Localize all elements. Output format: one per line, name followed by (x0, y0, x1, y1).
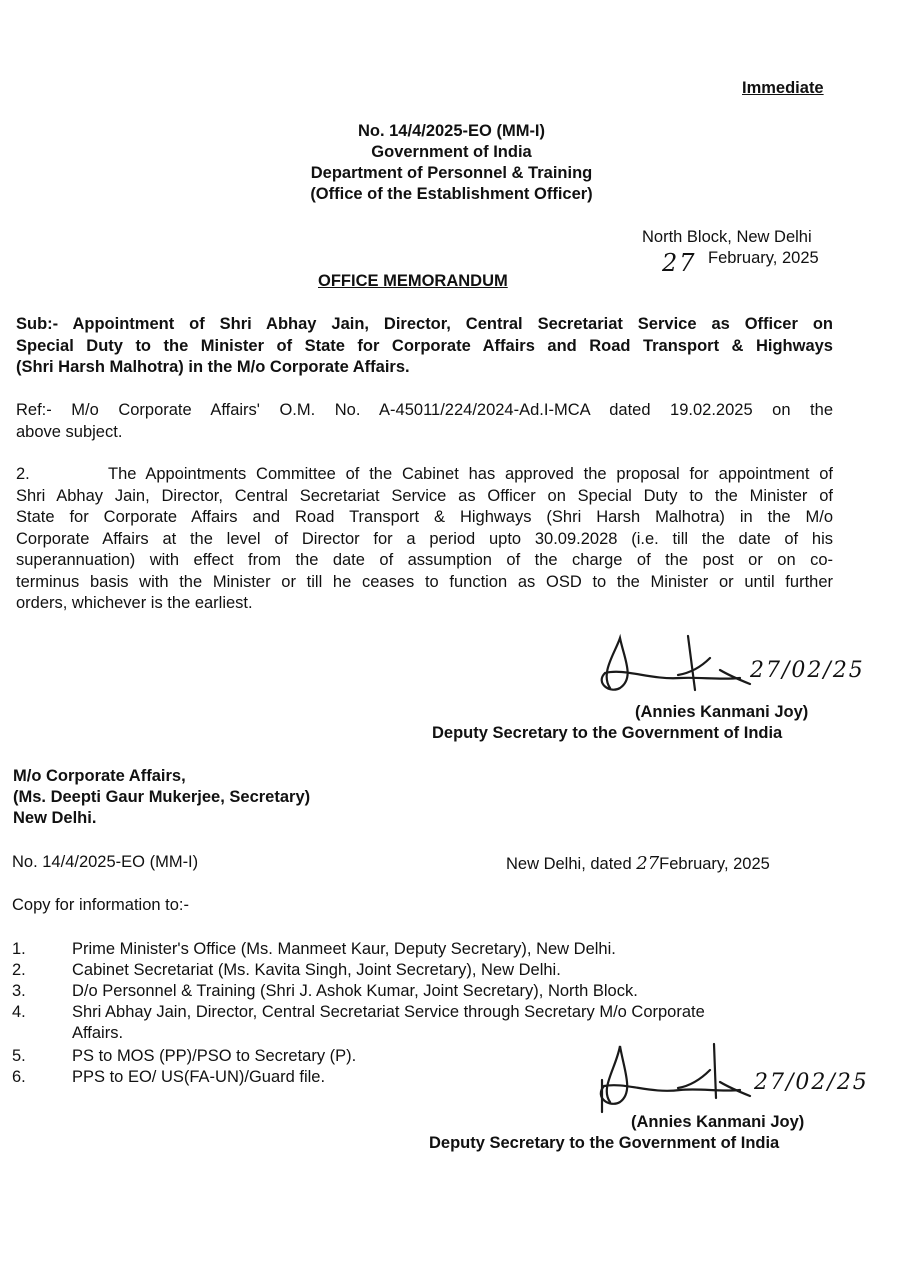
date-text: February, 2025 (708, 249, 819, 267)
addressee-line: M/o Corporate Affairs, (13, 767, 186, 785)
list-text: Shri Abhay Jain, Director, Central Secretariat Service through Secretary M/o Corporate (72, 1003, 705, 1021)
list-number: 3. (12, 982, 26, 1000)
signatory-name: (Annies Kanmani Joy) (631, 1113, 805, 1131)
list-text: Affairs. (72, 1024, 124, 1042)
subject-line: Sub:- Appointment of Shri Abhay Jain, Director, Central Secretariat Service as Officer on (16, 315, 833, 333)
government-name: Government of India (371, 143, 532, 161)
addressee-line: New Delhi. (13, 809, 97, 827)
office-name: (Office of the Establishment Officer) (310, 185, 593, 203)
date-line (662, 249, 837, 279)
signatory-designation: Deputy Secretary to the Government of India (432, 724, 783, 742)
signature-1 (590, 628, 890, 698)
handwritten-signature-icon (588, 1040, 758, 1115)
reference-line: Ref:- M/o Corporate Affairs' O.M. No. A-45011/224/2024-Ad.I-MCA dated 19.02.2025 on the (16, 401, 833, 419)
list-number: 4. (12, 1003, 26, 1021)
list-number: 6. (12, 1068, 26, 1086)
priority-label: Immediate (742, 79, 824, 97)
copy-date-line (506, 853, 770, 874)
file-number: No. 14/4/2025-EO (MM-I) (357, 122, 546, 140)
paragraph-line: State for Corporate Affairs and Road Transport & Highways (Shri Harsh Malhotra) in the M/o (16, 508, 833, 526)
subject (16, 314, 833, 379)
paragraph-line: 2. The Appointments Committee of the Cabinet has approved the proposal for appointment of (16, 465, 833, 483)
paragraph-line: Corporate Affairs at the level of Director for a period upto 30.09.2028 (i.e. till the date of his (16, 529, 833, 548)
subject-line: Special Duty to the Minister of State for Corporate Affairs and Road Transport & Highways (16, 336, 833, 355)
handwritten-signature-icon (590, 628, 760, 698)
place: North Block, New Delhi (642, 228, 812, 246)
paragraph-2 (16, 464, 833, 615)
list-number: 1. (12, 940, 26, 958)
list-text: PS to MOS (PP)/PSO to Secretary (P). (72, 1047, 357, 1065)
copy-date-prefix: New Delhi, dated (506, 855, 632, 873)
reference-line: above subject. (16, 422, 123, 441)
subject-line: (Shri Harsh Malhotra) in the M/o Corporate Affairs. (16, 358, 410, 376)
memo-title: OFFICE MEMORANDUM (318, 272, 508, 290)
paragraph-line: superannuation) with effect from the date of assumption of the charge of the post or on co- (16, 551, 833, 569)
addressee-line: (Ms. Deepti Gaur Mukerjee, Secretary) (13, 788, 311, 806)
list-text: Cabinet Secretariat (Ms. Kavita Singh, Joint Secretary), New Delhi. (72, 961, 561, 979)
paragraph-line: Shri Abhay Jain, Director, Central Secretariat Service as Officer on Special Duty to the Minister of (16, 486, 833, 505)
handwritten-day: 27 (662, 249, 697, 277)
copy-intro: Copy for information to:- (12, 896, 189, 914)
list-text: PPS to EO/ US(FA-UN)/Guard file. (72, 1068, 326, 1086)
copy-file-number: No. 14/4/2025-EO (MM-I) (12, 853, 199, 871)
signatory-name: (Annies Kanmani Joy) (635, 703, 809, 721)
list-text: Prime Minister's Office (Ms. Manmeet Kaur, Deputy Secretary), New Delhi. (72, 940, 616, 958)
list-number: 2. (12, 961, 26, 979)
copy-date-suffix: February, 2025 (659, 855, 770, 873)
copy-handwritten-day: 27 (636, 853, 660, 874)
reference (16, 400, 833, 443)
signature-2 (588, 1040, 888, 1115)
list-number: 5. (12, 1047, 26, 1065)
list-text: D/o Personnel & Training (Shri J. Ashok Kumar, Joint Secretary), North Block. (72, 982, 638, 1000)
handwritten-date: 27/02/25 (754, 1070, 869, 1095)
signatory-designation: Deputy Secretary to the Government of India (429, 1134, 780, 1152)
paragraph-line: terminus basis with the Minister or till he ceases to function as OSD to the Minister or until further (16, 572, 833, 591)
handwritten-date: 27/02/25 (750, 658, 865, 683)
paragraph-line: orders, whichever is the earliest. (16, 594, 253, 612)
department-name: Department of Personnel & Training (310, 164, 593, 182)
